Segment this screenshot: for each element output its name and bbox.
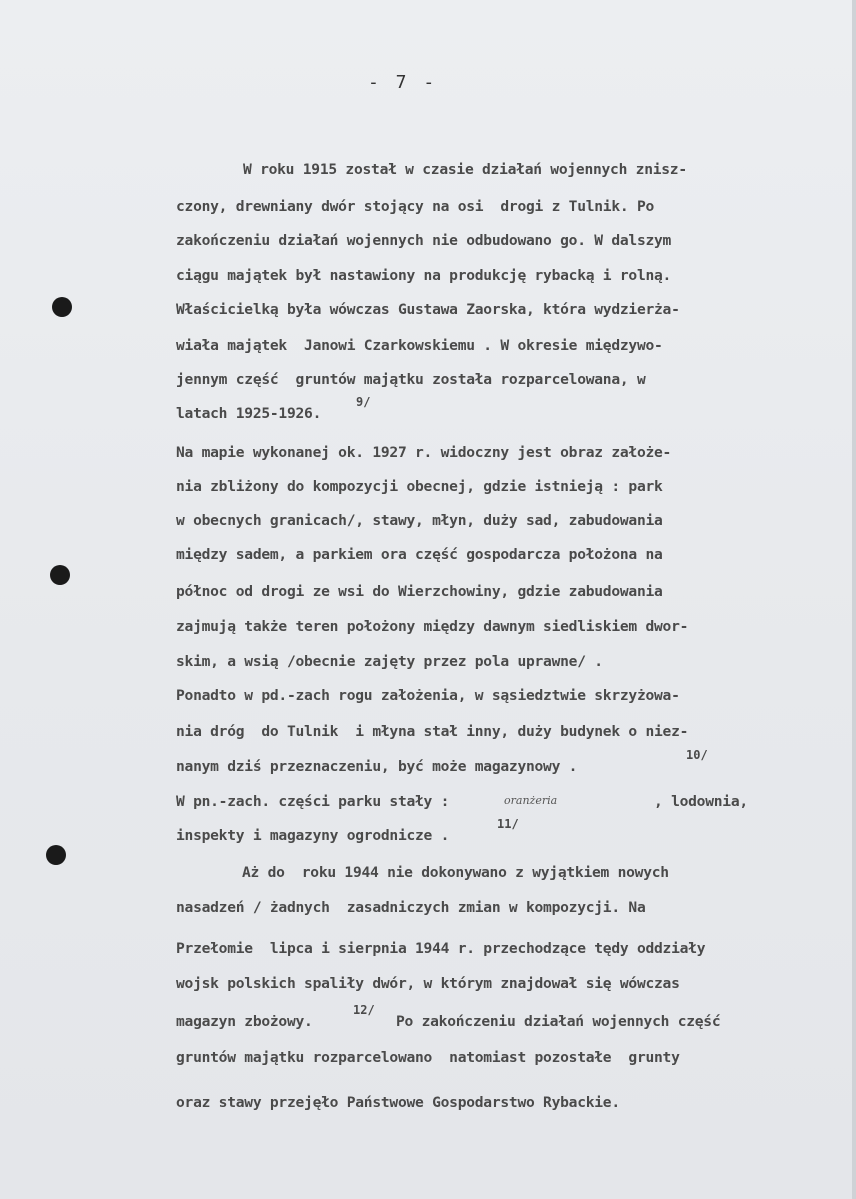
text-line: nasadzeń / żadnych zasadniczych zmian w kompozycji. Na: [176, 899, 646, 916]
punch-hole-bottom: [46, 845, 66, 865]
footnote-marker-10: 10/: [686, 748, 708, 762]
text-line: nanym dziś przeznaczeniu, być może magazynowy .: [176, 758, 578, 775]
text-line: ciągu majątek był nastawiony na produkcję rybacką i rolną.: [176, 267, 672, 284]
text-line: nia zbliżony do kompozycji obecnej, gdzie istnieją : park: [176, 478, 663, 495]
text-line: latach 1925-1926.: [176, 405, 322, 422]
text-line: Aż do roku 1944 nie dokonywano z wyjątkiem nowych: [242, 864, 669, 881]
page-edge: [852, 0, 856, 1199]
text-line: Właścicielką była wówczas Gustawa Zaorska, która wydzierża-: [176, 301, 680, 318]
text-line: oraz stawy przejęło Państwowe Gospodarstwo Rybackie.: [176, 1094, 620, 1111]
text-line: skim, a wsią /obecnie zajęty przez pola uprawne/ .: [176, 653, 603, 670]
text-line: inspekty i magazyny ogrodnicze .: [176, 827, 450, 844]
footnote-marker-9: 9/: [356, 395, 371, 409]
punch-hole-middle: [50, 565, 70, 585]
footnote-marker-12: 12/: [353, 1003, 375, 1017]
text-line: nia dróg do Tulnik i młyna stał inny, duży budynek o niez-: [176, 723, 689, 740]
text-line: czony, drewniany dwór stojący na osi drogi z Tulnik. Po: [176, 198, 655, 215]
text-line: wojsk polskich spaliły dwór, w którym znajdował się wówczas: [176, 975, 680, 992]
text-line: Po zakończeniu działań wojennych część: [396, 1013, 721, 1030]
footnote-marker-11: 11/: [497, 817, 519, 831]
text-line: , lodownia,: [654, 793, 748, 810]
text-line: magazyn zbożowy.: [176, 1013, 313, 1030]
text-line: między sadem, a parkiem ora część gospodarcza położona na: [176, 546, 663, 563]
text-line: Ponadto w pd.-zach rogu założenia, w sąsiedztwie skrzyżowa-: [176, 687, 680, 704]
text-line: Przełomie lipca i sierpnia 1944 r. przechodzące tędy oddziały: [176, 940, 706, 957]
text-line: jennym część gruntów majątku została rozparcelowana, w: [176, 371, 646, 388]
text-line: zajmują także teren położony między dawnym siedliskiem dwor-: [176, 618, 689, 635]
text-line: w obecnych granicach/, stawy, młyn, duży sad, zabudowania: [176, 512, 663, 529]
text-line: W roku 1915 został w czasie działań wojennych znisz-: [243, 161, 687, 178]
text-line: zakończeniu działań wojennych nie odbudowano go. W dalszym: [176, 232, 672, 249]
page-number: - 7 -: [368, 72, 438, 93]
handwritten-insert: oranżeria: [504, 794, 558, 807]
text-line: wiała majątek Janowi Czarkowskiemu . W okresie międzywo-: [176, 337, 663, 354]
text-line: W pn.-zach. części parku stały :: [176, 793, 450, 810]
text-line: gruntów majątku rozparcelowano natomiast pozostałe grunty: [176, 1049, 680, 1066]
punch-hole-top: [52, 297, 72, 317]
text-line: Na mapie wykonanej ok. 1927 r. widoczny jest obraz założe-: [176, 444, 672, 461]
text-line: północ od drogi ze wsi do Wierzchowiny, gdzie zabudowania: [176, 583, 663, 600]
